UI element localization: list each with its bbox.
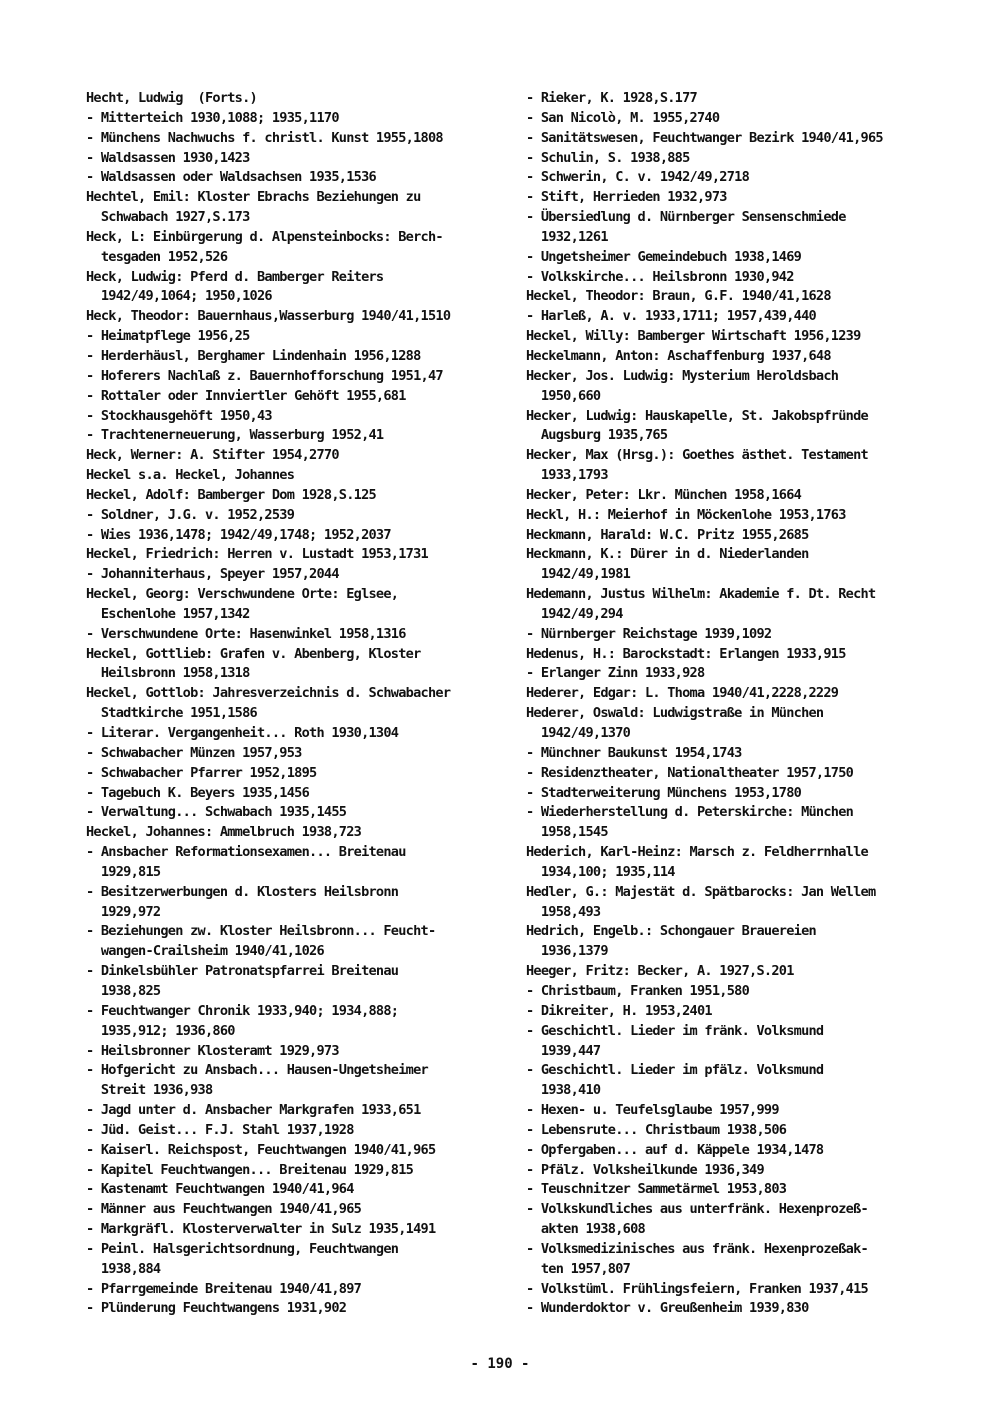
index-entry-line: Heckel, Theodor: Braun, G.F. 1940/41,1628 (526, 288, 831, 305)
index-entry-line: - Wiederherstellung d. Peterskirche: München (526, 804, 854, 821)
index-entry-line: 1929,972 (86, 903, 161, 920)
index-entry-line: Heckel s.a. Heckel, Johannes (86, 467, 295, 484)
index-entry-line: - Waldsassen 1930,1423 (86, 149, 250, 166)
index-entry-line: 1933,1793 (526, 467, 608, 484)
index-entry-line: - Christbaum, Franken 1951,580 (526, 982, 750, 999)
index-entry-line: - Herderhäusl, Berghamer Lindenhain 1956,1288 (86, 347, 421, 364)
index-entry-line: 1936,1379 (526, 943, 608, 960)
index-entry-line: Heckl, H.: Meierhof in Möckenlohe 1953,1763 (526, 506, 846, 523)
index-entry-line: Hedemann, Justus Wilhelm: Akademie f. Dt. Recht (526, 586, 876, 603)
index-entry-line: 1942/49,1064; 1950,1026 (86, 288, 272, 305)
index-entry-line: 1932,1261 (526, 228, 608, 245)
index-entry-line: Heck, Theodor: Bauernhaus,Wasserburg 1940/41,1510 (86, 308, 451, 325)
index-entry-line: Streit 1936,938 (86, 1082, 213, 1099)
index-entry-line: - Sanitätswesen, Feuchtwanger Bezirk 1940/41,965 (526, 129, 883, 146)
index-entry-line: akten 1938,608 (526, 1221, 645, 1238)
page-number: - 190 - (470, 1356, 530, 1372)
index-entry-line: Hecker, Jos. Ludwig: Mysterium Heroldsbach (526, 367, 839, 384)
index-entry-line: - Waldsassen oder Waldsachsen 1935,1536 (86, 169, 376, 186)
index-entry-line: ten 1957,807 (526, 1260, 631, 1277)
index-entry-line: - Opfergaben... auf d. Käppele 1934,1478 (526, 1141, 824, 1158)
index-entry-line: 1934,100; 1935,114 (526, 863, 675, 880)
index-entry-line: Hederich, Karl-Heinz: Marsch z. Feldherrnhalle (526, 844, 868, 861)
index-entry-line: - Kastenamt Feuchtwangen 1940/41,964 (86, 1181, 354, 1198)
index-entry-line: - Wies 1936,1478; 1942/49,1748; 1952,2037 (86, 526, 391, 543)
index-entry-line: wangen-Crailsheim 1940/41,1026 (86, 943, 324, 960)
index-entry-line: - Verwaltung... Schwabach 1935,1455 (86, 804, 347, 821)
index-entry-line: 1958,493 (526, 903, 601, 920)
index-entry-line: Heck, L: Einbürgerung d. Alpensteinbocks: Berch- (86, 228, 443, 245)
index-entry-line: - Dikreiter, H. 1953,2401 (526, 1002, 712, 1019)
index-entry-line: 1950,660 (526, 387, 601, 404)
index-entry-line: 1958,1545 (526, 824, 608, 841)
index-entry-line: Hedler, G.: Majestät d. Spätbarocks: Jan Wellem (526, 883, 876, 900)
index-entry-line: Hederer, Oswald: Ludwigstraße in München (526, 705, 824, 722)
index-entry-line: - Lebensrute... Christbaum 1938,506 (526, 1121, 787, 1138)
index-entry-line: - Ungetsheimer Gemeindebuch 1938,1469 (526, 248, 802, 265)
index-entry-line: - Teuschnitzer Sammetärmel 1953,803 (526, 1181, 787, 1198)
index-entry-line: - Heilsbronner Klosteramt 1929,973 (86, 1042, 339, 1059)
index-entry-line: 1938,410 (526, 1082, 601, 1099)
index-entry-line: Schwabach 1927,S.173 (86, 209, 250, 226)
index-entry-line: - Kapitel Feuchtwangen... Breitenau 1929,815 (86, 1161, 414, 1178)
index-entry-line: - Wunderdoktor v. Greußenheim 1939,830 (526, 1300, 809, 1317)
index-entry-line: - Volkskirche... Heilsbronn 1930,942 (526, 268, 794, 285)
index-entry-line: Hecker, Max (Hrsg.): Goethes ästhet. Testament (526, 447, 868, 464)
index-entry-line: Heeger, Fritz: Becker, A. 1927,S.201 (526, 963, 794, 980)
index-entry-line: Hedrich, Engelb.: Schongauer Brauereien (526, 923, 816, 940)
index-entry-line: - Literar. Vergangenheit... Roth 1930,1304 (86, 725, 399, 741)
index-entry-line: - Tagebuch K. Beyers 1935,1456 (86, 784, 310, 801)
index-entry-line: 1929,815 (86, 863, 161, 880)
index-entry-line: Eschenlohe 1957,1342 (86, 605, 250, 622)
index-entry-line: - Kaiserl. Reichspost, Feuchtwangen 1940/41,965 (86, 1141, 436, 1158)
index-entry-line: - Hexen- u. Teufelsglaube 1957,999 (526, 1102, 779, 1119)
index-entry-line: Augsburg 1935,765 (526, 427, 668, 444)
index-entry-line: Heckel, Friedrich: Herren v. Lustadt 1953,1731 (86, 546, 428, 563)
index-entry-line: - Pfälz. Volksheilkunde 1936,349 (526, 1161, 764, 1178)
index-entry-line: - Feuchtwanger Chronik 1933,940; 1934,888; (86, 1002, 399, 1019)
index-entry-line: - Besitzerwerbungen d. Klosters Heilsbronn (86, 883, 399, 900)
index-entry-line: - Schwabacher Münzen 1957,953 (86, 744, 302, 761)
index-entry-line: Heck, Ludwig: Pferd d. Bamberger Reiters (86, 268, 384, 285)
index-entry-line: Heilsbronn 1958,1318 (86, 665, 250, 682)
index-entry-line: - Dinkelsbühler Patronatspfarrei Breitenau (86, 963, 399, 980)
index-entry-line: - Volkskundliches aus unterfränk. Hexenprozeß- (526, 1201, 868, 1218)
index-entry-line: - Stadterweiterung Münchens 1953,1780 (526, 784, 802, 801)
index-entry-line: - Nürnberger Reichstage 1939,1092 (526, 625, 772, 642)
index-entry-line: - Rottaler oder Innviertler Gehöft 1955,681 (86, 387, 406, 404)
index-entry-line: - Markgräfl. Klosterverwalter in Sulz 1935,1491 (86, 1221, 436, 1238)
index-entry-line: Heckmann, K.: Dürer in d. Niederlanden (526, 546, 809, 563)
index-entry-line: - Soldner, J.G. v. 1952,2539 (86, 506, 295, 523)
index-entry-line: Hecker, Ludwig: Hauskapelle, St. Jakobspfründe (526, 407, 868, 424)
index-entry-line: - Schwabacher Pfarrer 1952,1895 (86, 764, 317, 781)
index-entry-line: - Übersiedlung d. Nürnberger Sensenschmiede (526, 209, 846, 226)
index-entry-line: 1939,447 (526, 1042, 601, 1059)
index-entry-line: - Geschichtl. Lieder im pfälz. Volksmund (526, 1062, 824, 1079)
index-entry-line: - Männer aus Feuchtwangen 1940/41,965 (86, 1201, 362, 1218)
index-entry-line: Hechtel, Emil: Kloster Ebrachs Beziehungen zu (86, 189, 421, 206)
index-entry-line: Hederer, Edgar: L. Thoma 1940/41,2228,2229 (526, 685, 839, 702)
index-entry-line: 1938,825 (86, 982, 161, 999)
index-entry-line: - Heimatpflege 1956,25 (86, 328, 250, 345)
index-entry-line: Hecht, Ludwig (Forts.) (86, 90, 257, 106)
index-entry-line: - Harleß, A. v. 1933,1711; 1957,439,440 (526, 308, 816, 325)
index-entry-line: - Verschwundene Orte: Hasenwinkel 1958,1316 (86, 625, 406, 642)
index-entry-line: Heckel, Johannes: Ammelbruch 1938,723 (86, 824, 362, 841)
index-entry-line: 1935,912; 1936,860 (86, 1022, 235, 1039)
index-entry-line: 1938,884 (86, 1260, 161, 1277)
index-entry-line: Heckel, Adolf: Bamberger Dom 1928,S.125 (86, 486, 376, 503)
index-entry-line: - Ansbacher Reformationsexamen... Breitenau (86, 844, 406, 861)
index-entry-line: - Peinl. Halsgerichtsordnung, Feuchtwangen (86, 1240, 399, 1257)
index-entry-line: Heckel, Georg: Verschwundene Orte: Eglsee, (86, 586, 399, 603)
index-entry-line: - Geschichtl. Lieder im fränk. Volksmund (526, 1022, 824, 1039)
index-entry-line: 1942/49,1981 (526, 566, 631, 583)
index-entry-line: tesgaden 1952,526 (86, 248, 228, 265)
index-entry-line: - Volksmedizinisches aus fränk. Hexenprozeßak- (526, 1240, 868, 1257)
index-column-right (526, 89, 936, 1319)
index-entry-line: - Johanniterhaus, Speyer 1957,2044 (86, 566, 339, 583)
index-entry-line: - Plünderung Feuchtwangens 1931,902 (86, 1300, 347, 1317)
index-entry-line: Stadtkirche 1951,1586 (86, 705, 257, 722)
index-entry-line: Heckel, Gottlieb: Grafen v. Abenberg, Kloster (86, 645, 421, 662)
index-entry-line: - Jüd. Geist... F.J. Stahl 1937,1928 (86, 1121, 354, 1138)
index-entry-line: - Mitterteich 1930,1088; 1935,1170 (86, 109, 339, 126)
index-entry-line: - Residenztheater, Nationaltheater 1957,1750 (526, 764, 854, 781)
index-entry-line: - Trachtenerneuerung, Wasserburg 1952,41 (86, 427, 384, 444)
index-entry-line: - Hoferers Nachlaß z. Bauernhofforschung 1951,47 (86, 367, 443, 384)
index-column-left (86, 89, 486, 1319)
index-entry-line: Hedenus, H.: Barockstadt: Erlangen 1933,915 (526, 645, 846, 662)
index-entry-line: - Münchens Nachwuchs f. christl. Kunst 1955,1808 (86, 129, 443, 146)
index-entry-line: 1942/49,294 (526, 605, 623, 622)
index-entry-line: - Beziehungen zw. Kloster Heilsbronn... Feucht- (86, 923, 436, 940)
index-entry-line: - Stift, Herrieden 1932,973 (526, 189, 727, 206)
index-entry-line: Heckel, Willy: Bamberger Wirtschaft 1956,1239 (526, 328, 861, 345)
index-entry-line: - Stockhausgehöft 1950,43 (86, 407, 272, 424)
index-entry-line: Heckmann, Harald: W.C. Pritz 1955,2685 (526, 526, 809, 543)
index-entry-line: Hecker, Peter: Lkr. München 1958,1664 (526, 486, 802, 503)
index-entry-line: - Schulin, S. 1938,885 (526, 149, 690, 166)
index-entry-line: - Schwerin, C. v. 1942/49,2718 (526, 169, 750, 186)
index-entry-line: Heckel, Gottlob: Jahresverzeichnis d. Schwabacher (86, 685, 451, 702)
index-entry-line: - Münchner Baukunst 1954,1743 (526, 744, 742, 761)
index-entry-line: - Jagd unter d. Ansbacher Markgrafen 1933,651 (86, 1102, 421, 1119)
index-entry-line: - Rieker, K. 1928,S.177 (526, 90, 697, 106)
index-entry-line: - Hofgericht zu Ansbach... Hausen-Ungetsheimer (86, 1062, 428, 1079)
index-entry-line: - Erlanger Zinn 1933,928 (526, 665, 705, 682)
index-entry-line: Heckelmann, Anton: Aschaffenburg 1937,648 (526, 347, 831, 364)
index-entry-line: Heck, Werner: A. Stifter 1954,2770 (86, 447, 339, 464)
index-entry-line: - San Nicolò, M. 1955,2740 (526, 109, 720, 126)
index-entry-line: - Volkstüml. Frühlingsfeiern, Franken 1937,415 (526, 1280, 868, 1297)
index-entry-line: 1942/49,1370 (526, 725, 631, 741)
index-entry-line: - Pfarrgemeinde Breitenau 1940/41,897 (86, 1280, 362, 1297)
